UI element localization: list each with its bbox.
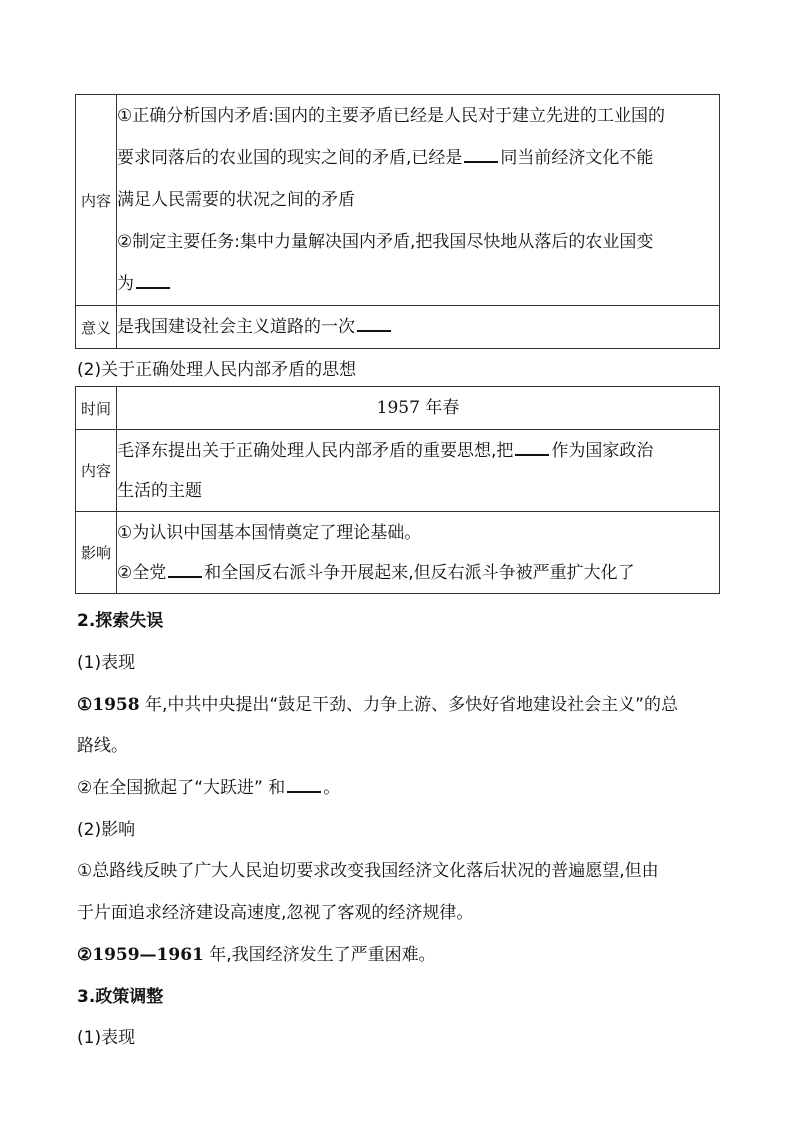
answer-blank[interactable] bbox=[357, 329, 391, 332]
para-3: ①总路线反映了广大人民迫切要求改变我国经济文化落后状况的普遍愿望,但由 bbox=[77, 861, 659, 881]
content-line-1 bbox=[117, 431, 719, 471]
para-4 bbox=[77, 940, 436, 965]
para-2 bbox=[77, 773, 340, 798]
row-impact-cell bbox=[117, 512, 720, 594]
section-3-title: 3.政策调整 bbox=[77, 987, 164, 1007]
impact-line-2 bbox=[117, 553, 719, 593]
content-line-3: 满足人民需要的状况之间的矛盾 bbox=[117, 190, 355, 210]
content-text: 为 bbox=[117, 274, 134, 294]
table-row bbox=[76, 387, 720, 430]
table-row bbox=[76, 306, 720, 349]
row-meaning-cell bbox=[117, 306, 720, 349]
row-label-content: 内容 bbox=[76, 430, 117, 512]
para-1 bbox=[77, 690, 678, 715]
answer-blank[interactable] bbox=[136, 286, 170, 289]
row-label-impact: 影响 bbox=[76, 512, 117, 594]
table-row bbox=[76, 95, 720, 306]
section-2-sub1: (1)表现 bbox=[77, 653, 136, 673]
row-time-cell bbox=[117, 387, 720, 430]
answer-blank[interactable] bbox=[168, 575, 202, 578]
impact-text: ②全党 bbox=[117, 562, 167, 583]
season-text: 年春 bbox=[425, 398, 460, 418]
row-content-cell bbox=[117, 430, 720, 512]
year-text: 1957 bbox=[376, 398, 420, 418]
para-2-end: 。 bbox=[323, 778, 341, 798]
content-line-2: 生活的主题 bbox=[117, 480, 202, 501]
para-4-number: ②1959—1961 bbox=[77, 945, 204, 965]
content-text: 作为国家政治 bbox=[551, 440, 654, 461]
para-4-text: 年,我国经济发生了严重困难。 bbox=[209, 945, 436, 965]
answer-blank[interactable] bbox=[515, 453, 549, 456]
section-2-title: 2.探索失误 bbox=[77, 611, 164, 631]
content-line-2 bbox=[117, 137, 719, 179]
meaning-text: 是我国建设社会主义道路的一次 bbox=[117, 317, 355, 337]
section-3-sub1: (1)表现 bbox=[77, 1028, 136, 1048]
content-text: 要求同落后的农业国的现实之间的矛盾,已经是 bbox=[117, 148, 463, 168]
content-line-1: ①正确分析国内矛盾:国内的主要矛盾已经是人民对于建立先进的工业国的 bbox=[117, 106, 665, 126]
row-label-meaning: 意义 bbox=[76, 306, 117, 349]
table-row bbox=[76, 430, 720, 512]
policy-table bbox=[75, 94, 720, 349]
para-2-text: ②在全国掀起了“大跃进” 和 bbox=[77, 778, 286, 798]
content-text: 毛泽东提出关于正确处理人民内部矛盾的重要思想,把 bbox=[117, 440, 514, 461]
thought-table bbox=[75, 386, 720, 594]
row-label-time: 时间 bbox=[76, 387, 117, 430]
para-1-number: ①1958 bbox=[77, 695, 140, 715]
row-label-content: 内容 bbox=[76, 95, 117, 306]
para-3-cont: 于片面追求经济建设高速度,忽视了客观的经济规律。 bbox=[77, 903, 474, 923]
row-content-cell bbox=[117, 95, 720, 306]
section-2-sub2: (2)影响 bbox=[77, 820, 136, 840]
para-1-cont: 路线。 bbox=[77, 736, 128, 756]
answer-blank[interactable] bbox=[287, 790, 321, 793]
impact-text: 和全国反右派斗争开展起来,但反右派斗争被严重扩大化了 bbox=[204, 562, 635, 583]
content-line-4: ②制定主要任务:集中力量解决国内矛盾,把我国尽快地从落后的农业国变 bbox=[117, 232, 654, 252]
content-text: 同当前经济文化不能 bbox=[500, 148, 654, 168]
impact-line-1: ①为认识中国基本国情奠定了理论基础。 bbox=[117, 522, 422, 543]
para-1-text: 年,中共中央提出“鼓足干劲、力争上游、多快好省地建设社会主义”的总 bbox=[144, 695, 678, 715]
content-line-5 bbox=[117, 263, 719, 305]
answer-blank[interactable] bbox=[464, 160, 498, 163]
section-subtitle: (2)关于正确处理人民内部矛盾的思想 bbox=[77, 360, 357, 380]
table-row bbox=[76, 512, 720, 594]
